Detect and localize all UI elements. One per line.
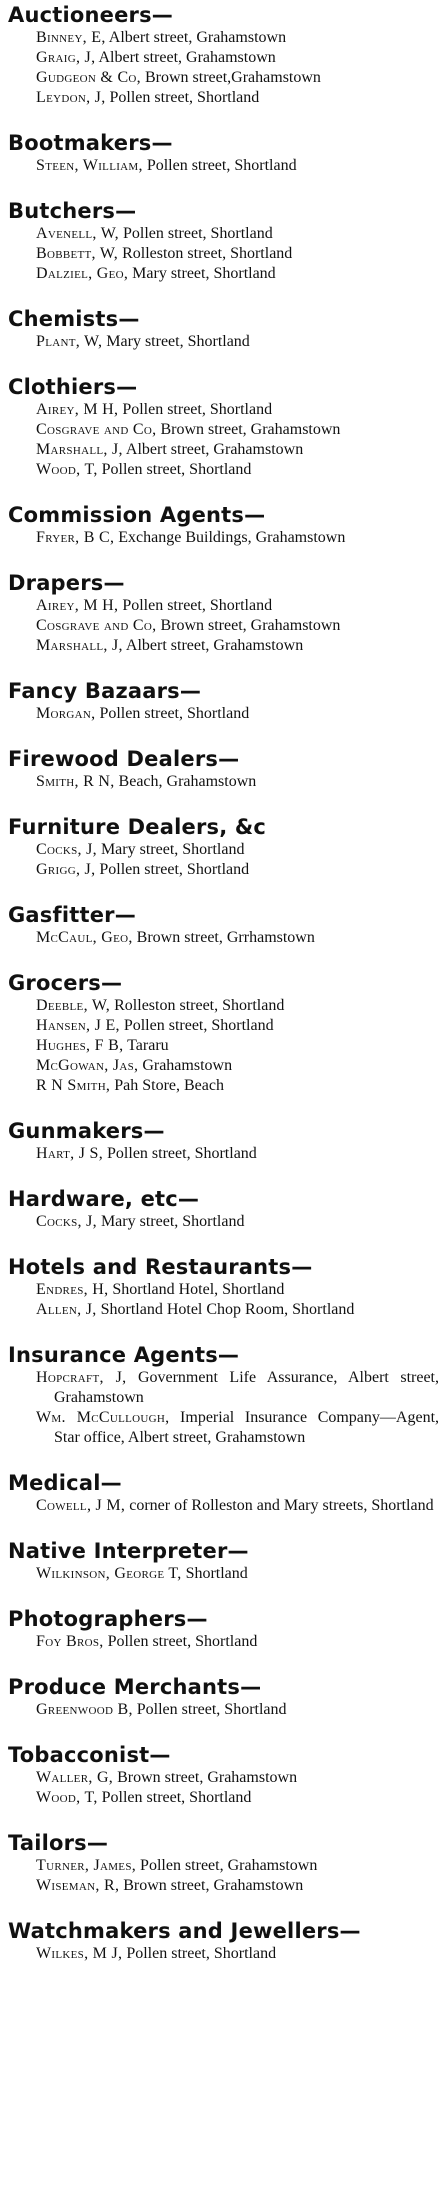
directory-entry: [36, 1300, 439, 1320]
entry-name: Cocks, J,: [36, 1213, 97, 1230]
directory-section: [8, 306, 439, 352]
entry-list: [8, 332, 439, 352]
entry-name: Cosgrave and Co,: [36, 421, 157, 438]
directory-section: [8, 1606, 439, 1652]
directory-entry: [36, 528, 439, 548]
section-heading: Commission Agents—: [8, 503, 266, 527]
directory-entry: [36, 88, 439, 108]
entry-name: Bobbett, W,: [36, 245, 119, 262]
directory-section: [8, 198, 439, 284]
directory-entry: [36, 420, 439, 440]
entry-address: Pollen street, Shortland: [101, 1789, 252, 1806]
entry-name: Steen, William,: [36, 157, 143, 174]
directory-entry: [36, 1280, 439, 1300]
entry-address: Government Life Assurance, Albert street, Grahamstown: [54, 1369, 440, 1406]
section-heading: Gasfitter—: [8, 903, 136, 927]
directory-entry: [36, 772, 439, 792]
entry-address: Pah Store, Beach: [114, 1077, 224, 1094]
entry-address: Pollen street, Shortland: [122, 597, 273, 614]
entry-name: Avenell, W,: [36, 225, 119, 242]
directory-entry: [36, 28, 439, 48]
directory-entry: [36, 1016, 439, 1036]
directory-entry: [36, 1856, 439, 1876]
section-heading: Fancy Bazaars—: [8, 679, 202, 703]
entry-address: Pollen street, Shortland: [126, 1945, 277, 1962]
entry-name: Wiseman, R,: [36, 1877, 120, 1894]
entry-address: Brown street, Grahamstown: [123, 1877, 304, 1894]
directory-entry: [36, 1768, 439, 1788]
entry-name: Leydon, J,: [36, 89, 106, 106]
directory-entry: [36, 1944, 439, 1964]
entry-name: Smith, R N,: [36, 773, 115, 790]
entry-address: Tararu: [127, 1037, 169, 1054]
section-heading: Gunmakers—: [8, 1119, 165, 1143]
entry-name: Greenwood B,: [36, 1701, 133, 1718]
directory-entry: [36, 460, 439, 480]
entry-name: Dalziel, Geo,: [36, 265, 129, 282]
directory-section: [8, 1918, 439, 1964]
directory-section: [8, 1254, 439, 1320]
entry-address: Mary street, Shortland: [100, 1213, 245, 1230]
section-heading: Insurance Agents—: [8, 1343, 240, 1367]
entry-name: Deeble, W,: [36, 997, 111, 1014]
directory-entry: [36, 996, 439, 1016]
entry-address: Pollen street, Shortland: [136, 1701, 287, 1718]
directory-entry: [36, 400, 439, 420]
entry-name: Graig, J,: [36, 49, 96, 66]
entry-name: Wilkinson, George T,: [36, 1565, 182, 1582]
directory-entry: [36, 1632, 439, 1652]
directory-section: [8, 1674, 439, 1720]
entry-address: Shortland Hotel, Shortland: [112, 1281, 285, 1298]
entry-list: [8, 400, 439, 480]
directory-entry: [36, 616, 439, 636]
entry-name: Turner, James,: [36, 1857, 137, 1874]
entry-name: Fryer, B C,: [36, 529, 115, 546]
entry-name: R N Smith,: [36, 1077, 111, 1094]
entry-address: Brown street, Grahamstown: [117, 1769, 298, 1786]
entry-address: Pollen street, Shortland: [122, 401, 273, 418]
entry-name: Airey, M H,: [36, 401, 119, 418]
entry-list: [8, 28, 439, 108]
directory-entry: [36, 1212, 439, 1232]
directory-section: [8, 130, 439, 176]
section-heading: Grocers—: [8, 971, 123, 995]
entry-list: [8, 996, 439, 1096]
entry-address: Pollen street, Shortland: [107, 1633, 258, 1650]
directory-section: [8, 1742, 439, 1808]
entry-name: Allen, J,: [36, 1301, 97, 1318]
entry-list: [8, 1768, 439, 1808]
entry-address: Albert street, Grahamstown: [108, 29, 287, 46]
entry-list: [8, 1368, 439, 1448]
section-heading: Furniture Dealers, &c: [8, 815, 267, 839]
entry-list: [8, 528, 439, 548]
entry-name: Cosgrave and Co,: [36, 617, 157, 634]
entry-name: McCaul, Geo,: [36, 929, 133, 946]
entry-address: Rolleston street, Shortland: [114, 997, 285, 1014]
section-heading: Clothiers—: [8, 375, 138, 399]
directory-entry: [36, 1144, 439, 1164]
entry-address: Imperial Insurance Company—Agent, Star office, Albert street, Grahamstown: [54, 1409, 440, 1446]
section-heading: Tailors—: [8, 1831, 109, 1855]
entry-name: Hughes, F B,: [36, 1037, 124, 1054]
entry-address: Albert street, Grahamstown: [98, 49, 276, 66]
directory-entry: [36, 1496, 439, 1516]
directory-entry: [36, 1876, 439, 1896]
entry-list: [8, 596, 439, 656]
entry-list: [8, 1700, 439, 1720]
directory-section: [8, 374, 439, 480]
section-heading: Firewood Dealers—: [8, 747, 240, 771]
directory-entry: [36, 224, 439, 244]
section-heading: Watchmakers and Jewellers—: [8, 1919, 361, 1943]
directory-entry: [36, 1036, 439, 1056]
entry-name: Cowell, J M,: [36, 1497, 126, 1514]
directory-entry: [36, 1700, 439, 1720]
directory-entry: [36, 928, 439, 948]
entry-address: Pollen street, Grahamstown: [140, 1857, 318, 1874]
section-heading: Native Interpreter—: [8, 1539, 249, 1563]
directory-entry: [36, 440, 439, 460]
entry-address: Beach, Grahamstown: [118, 773, 257, 790]
entry-list: [8, 704, 439, 724]
section-heading: Bootmakers—: [8, 131, 173, 155]
directory-entry: [36, 636, 439, 656]
entry-address: Albert street, Grahamstown: [125, 441, 304, 458]
directory-section: [8, 1470, 439, 1516]
entry-name: Wood, T,: [36, 1789, 98, 1806]
entry-name: Plant, W,: [36, 333, 103, 350]
directory-entry: [36, 68, 439, 88]
directory-section: [8, 970, 439, 1096]
entry-list: [8, 772, 439, 792]
entry-list: [8, 1944, 439, 1964]
directory-section: [8, 814, 439, 880]
entry-list: [8, 1212, 439, 1232]
entry-name: Marshall, J,: [36, 637, 123, 654]
directory-entry: [36, 48, 439, 68]
entry-name: Gudgeon & Co,: [36, 69, 141, 86]
entry-address: Mary street, Shortland: [132, 265, 276, 282]
entry-name: Wm. McCullough,: [36, 1409, 170, 1426]
entry-address: Pollen street, Shortland: [123, 1017, 274, 1034]
section-heading: Hardware, etc—: [8, 1187, 200, 1211]
entry-name: Wilkes, M J,: [36, 1945, 123, 1962]
section-heading: Hotels and Restaurants—: [8, 1255, 313, 1279]
entry-address: Pollen street, Shortland: [99, 705, 250, 722]
directory-entry: [36, 596, 439, 616]
entry-address: Mary street, Shortland: [100, 841, 245, 858]
entry-name: McGowan, Jas,: [36, 1057, 139, 1074]
entry-list: [8, 1496, 439, 1516]
entry-address: Grahamstown: [142, 1057, 233, 1074]
entry-name: Morgan,: [36, 705, 96, 722]
entry-name: Hopcraft, J,: [36, 1369, 127, 1386]
entry-name: Endres, H,: [36, 1281, 109, 1298]
entry-address: Brown street,Grahamstown: [144, 69, 321, 86]
section-heading: Medical—: [8, 1471, 122, 1495]
entry-name: Airey, M H,: [36, 597, 119, 614]
entry-address: Pollen street, Shortland: [146, 157, 297, 174]
entry-address: Rolleston street, Shortland: [122, 245, 293, 262]
directory-section: [8, 1830, 439, 1896]
section-heading: Butchers—: [8, 199, 137, 223]
entry-list: [8, 1564, 439, 1584]
entry-name: Hansen, J E,: [36, 1017, 120, 1034]
section-heading: Tobacconist—: [8, 1743, 171, 1767]
directory-entry: [36, 1368, 439, 1408]
directory-entry: [36, 1408, 439, 1448]
entry-address: Brown street, Grahamstown: [160, 421, 341, 438]
section-heading: Drapers—: [8, 571, 125, 595]
directory-entry: [36, 704, 439, 724]
directory-entry: [36, 860, 439, 880]
entry-name: Cocks, J,: [36, 841, 97, 858]
entry-address: Pollen street, Shortland: [122, 225, 273, 242]
directory-section: [8, 678, 439, 724]
entry-name: Binney, E,: [36, 29, 106, 46]
directory-section: [8, 1118, 439, 1164]
entry-address: Brown street, Grahamstown: [160, 617, 341, 634]
section-heading: Chemists—: [8, 307, 140, 331]
directory-entry: [36, 1056, 439, 1076]
entry-list: [8, 156, 439, 176]
directory-section: [8, 570, 439, 656]
entry-address: Pollen street, Shortland: [99, 861, 250, 878]
directory-section: [8, 1186, 439, 1232]
entry-address: Brown street, Grrhamstown: [136, 929, 315, 946]
entry-address: Mary street, Shortland: [106, 333, 250, 350]
entry-name: Hart, J S,: [36, 1145, 104, 1162]
directory-entry: [36, 1788, 439, 1808]
directory-section: [8, 502, 439, 548]
directory-entry: [36, 1076, 439, 1096]
entry-list: [8, 1856, 439, 1896]
entry-list: [8, 1632, 439, 1652]
entry-address: Shortland Hotel Chop Room, Shortland: [100, 1301, 355, 1318]
directory-section: [8, 1538, 439, 1584]
entry-address: Pollen street, Shortland: [109, 89, 260, 106]
directory-entry: [36, 840, 439, 860]
entry-address: Pollen street, Shortland: [107, 1145, 257, 1162]
directory-entry: [36, 244, 439, 264]
entry-name: Waller, G,: [36, 1769, 114, 1786]
directory-section: [8, 1342, 439, 1448]
directory-entry: [36, 332, 439, 352]
directory-section: [8, 2, 439, 108]
section-heading: Auctioneers—: [8, 3, 174, 27]
directory-section: [8, 746, 439, 792]
section-heading: Produce Merchants—: [8, 1675, 262, 1699]
entry-address: Exchange Buildings, Grahamstown: [118, 529, 346, 546]
directory-entry: [36, 1564, 439, 1584]
entry-address: Pollen street, Shortland: [101, 461, 252, 478]
section-heading: Photographers—: [8, 1607, 208, 1631]
entry-address: Shortland: [185, 1565, 248, 1582]
directory-entry: [36, 156, 439, 176]
directory-section: [8, 902, 439, 948]
entry-name: Grigg, J,: [36, 861, 96, 878]
entry-list: [8, 1280, 439, 1320]
entry-name: Foy Bros,: [36, 1633, 104, 1650]
entry-address: corner of Rolleston and Mary streets, Shortland: [129, 1497, 434, 1514]
entry-list: [8, 224, 439, 284]
entry-list: [8, 928, 439, 948]
directory-entry: [36, 264, 439, 284]
entry-list: [8, 840, 439, 880]
entry-list: [8, 1144, 439, 1164]
entry-name: Marshall, J,: [36, 441, 123, 458]
entry-address: Albert street, Grahamstown: [125, 637, 304, 654]
entry-name: Wood, T,: [36, 461, 98, 478]
